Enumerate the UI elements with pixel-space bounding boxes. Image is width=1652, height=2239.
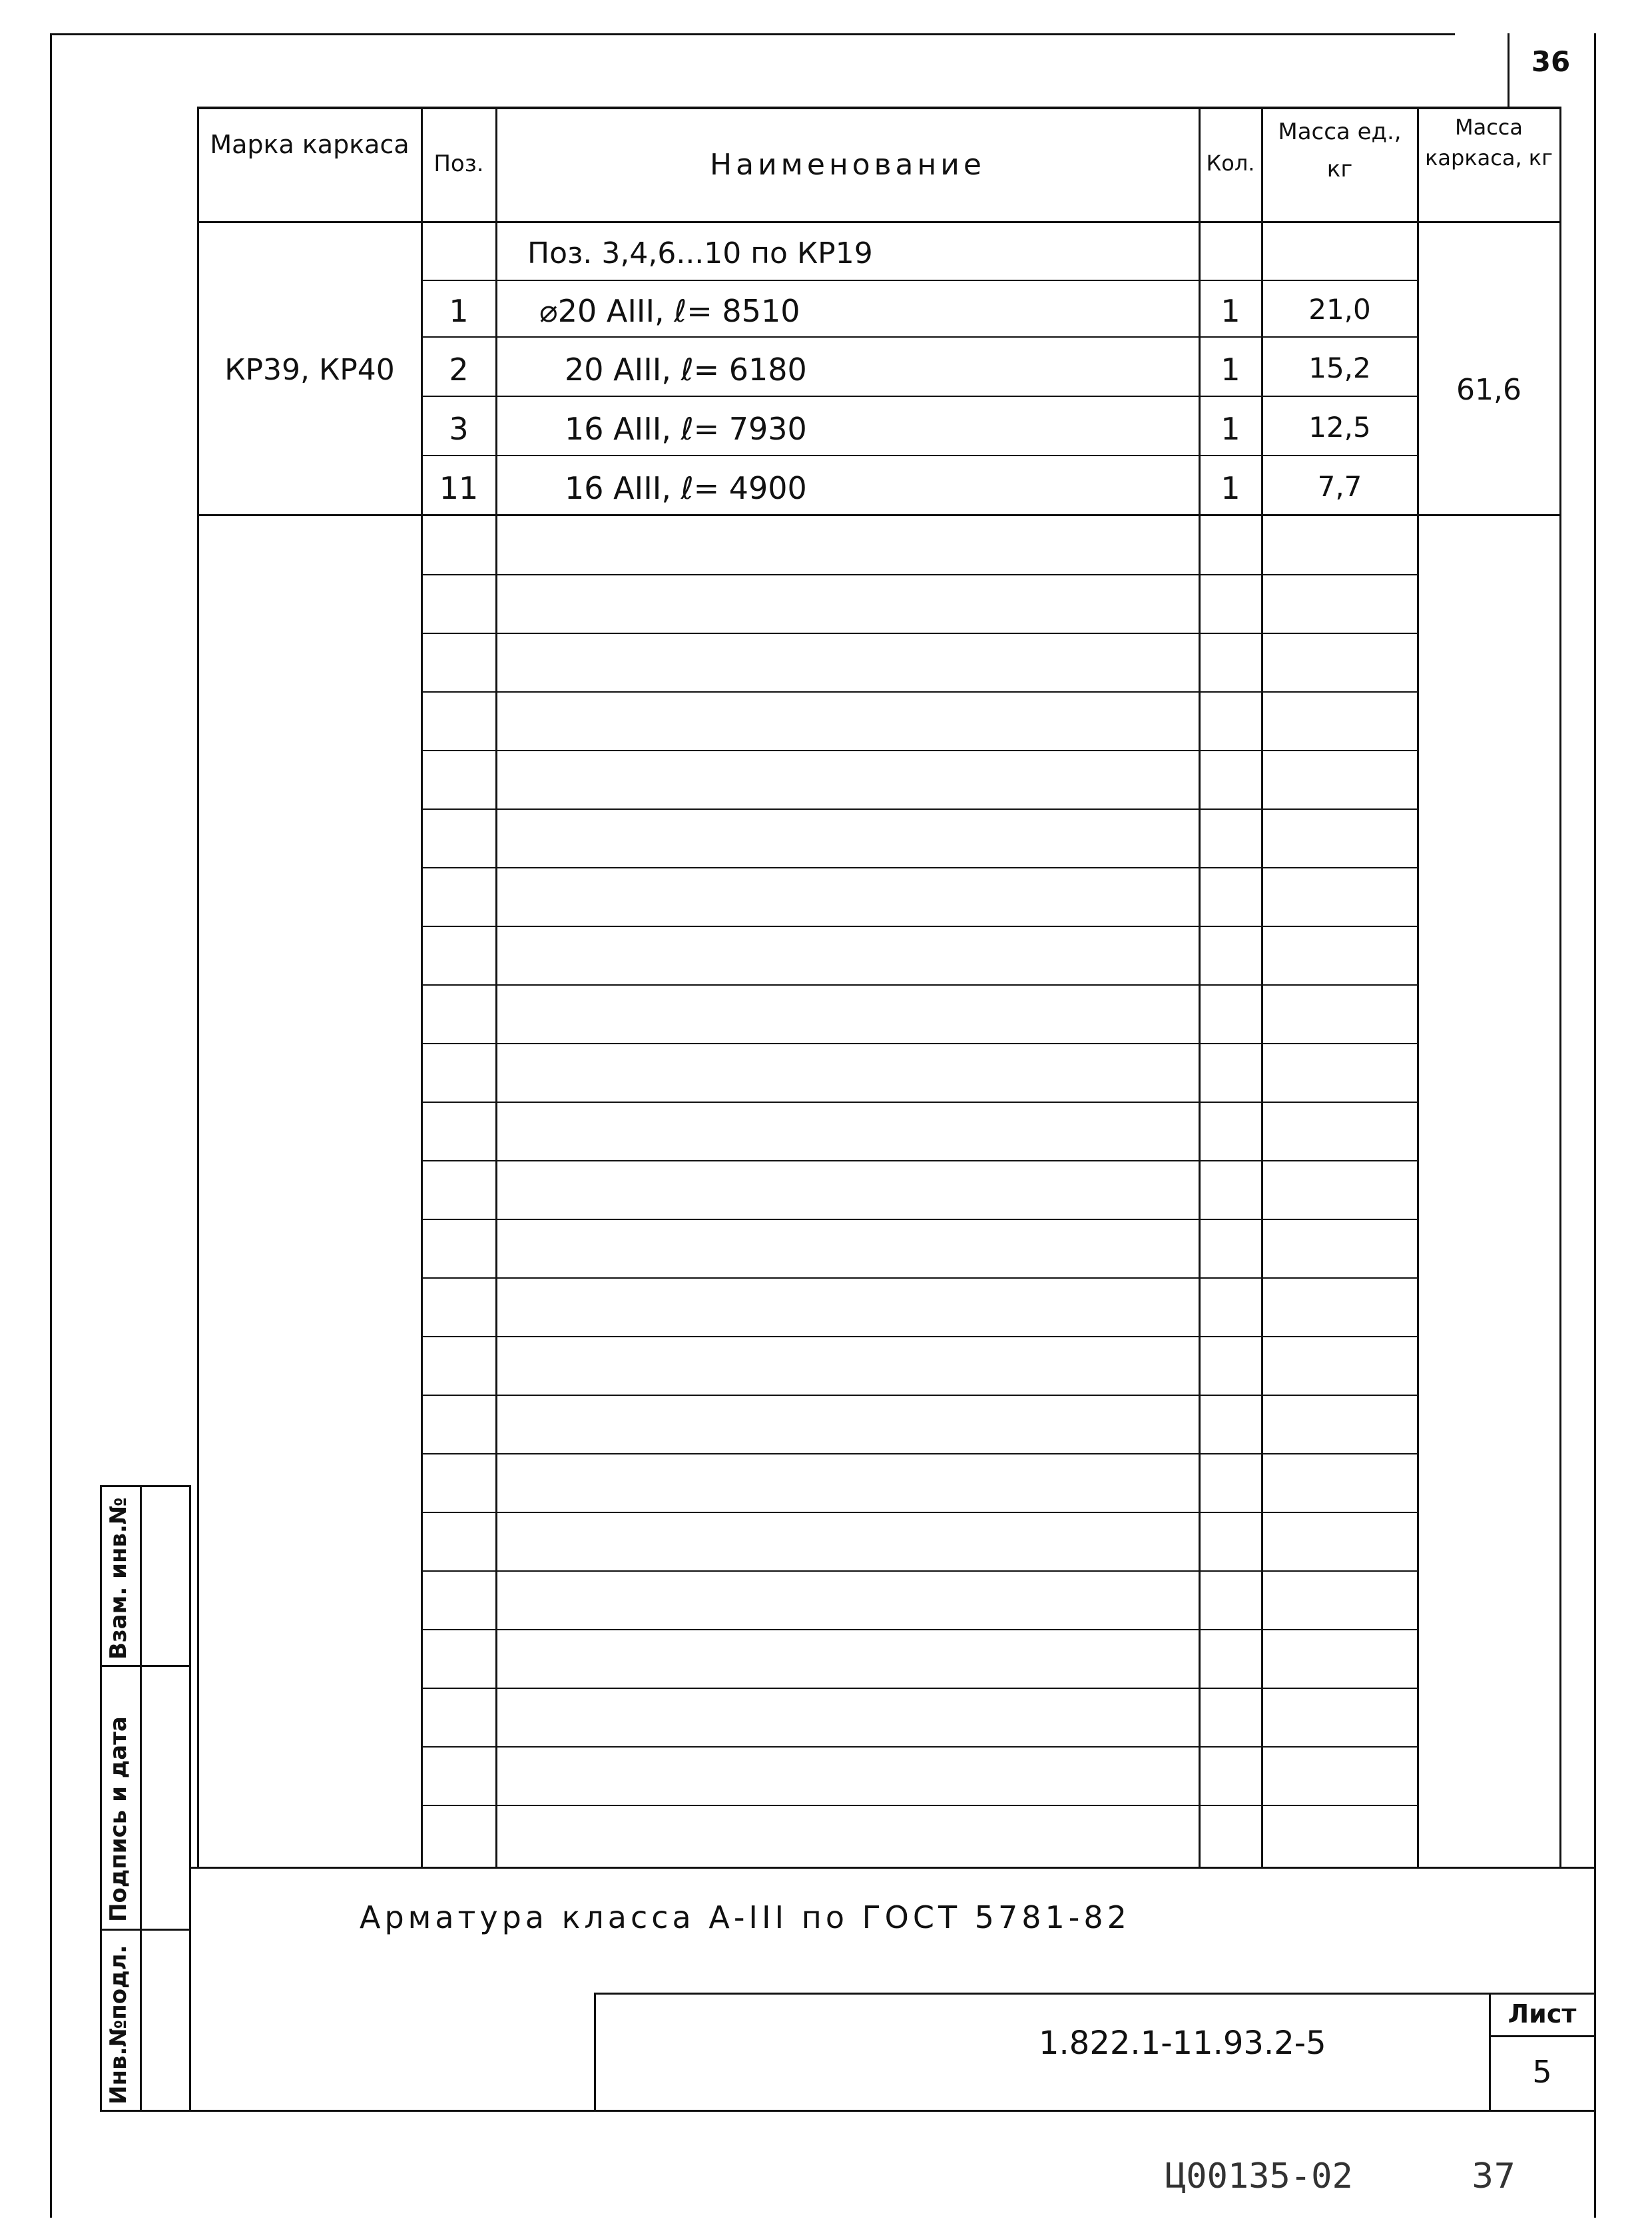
empty-row-line <box>421 1746 1418 1748</box>
title-block-left <box>594 1993 596 2111</box>
archive-code: Ц00135-02 <box>1165 2156 1353 2196</box>
stamp-sep-2 <box>100 1929 190 1931</box>
table-top-line <box>197 107 1559 109</box>
document-code: 1.822.1-11.93.2-5 <box>1039 2025 1326 2062</box>
frame-top-line <box>50 33 1455 35</box>
empty-row-line <box>421 633 1418 634</box>
row-3-qty: 1 <box>1221 411 1240 447</box>
stamp-top-line <box>100 1485 190 1487</box>
title-block-top <box>594 1993 1594 1995</box>
empty-row-line <box>421 1277 1418 1279</box>
header-mass-unit: Масса ед., кг <box>1278 119 1402 182</box>
frame-mark: КР39, КР40 <box>224 353 395 387</box>
row-3-name: 16 AIII, ℓ= 7930 <box>565 411 807 447</box>
frame-mass: 61,6 <box>1456 373 1521 407</box>
col-line-name <box>495 107 497 1868</box>
empty-row-line <box>421 574 1418 575</box>
empty-row-line <box>421 1160 1418 1161</box>
stamp-left-line <box>100 1485 102 2111</box>
row-1-pos: 1 <box>449 293 469 329</box>
empty-row-line <box>421 1805 1418 1806</box>
row-2-mass: 15,2 <box>1308 352 1371 384</box>
empty-row-line <box>421 1688 1418 1689</box>
row-2-qty: 1 <box>1221 352 1240 388</box>
sheet-box-divider <box>1489 2035 1594 2037</box>
row-1-qty: 1 <box>1221 293 1240 329</box>
header-name: Наименование <box>710 148 985 182</box>
empty-row-line <box>421 750 1418 751</box>
note-text: Арматура класса А-III по ГОСТ 5781-82 <box>360 1899 1131 1935</box>
empty-row-line <box>421 1453 1418 1454</box>
row-3-pos: 3 <box>449 411 469 447</box>
empty-row-line <box>421 1102 1418 1103</box>
empty-row-line <box>421 867 1418 868</box>
row-1-name: ⌀20 AIII, ℓ= 8510 <box>539 293 800 329</box>
page-number-box-left <box>1508 33 1510 108</box>
empty-row-line <box>421 984 1418 986</box>
header-mass-frame: Масса каркаса, кг <box>1425 115 1553 170</box>
header-pos: Поз. <box>433 151 484 177</box>
table-right-line <box>1559 107 1561 1868</box>
empty-row-line <box>421 1512 1418 1513</box>
row-line-1 <box>421 280 1418 281</box>
page-number: 36 <box>1531 45 1571 78</box>
drawing-bottom-border <box>100 2110 1594 2112</box>
row-line-3 <box>421 396 1418 397</box>
row-line-2 <box>421 336 1418 338</box>
empty-row-line <box>421 926 1418 927</box>
label-inv-original: Инв.№подл. <box>105 1945 132 2104</box>
bottom-page-number: 37 <box>1472 2156 1516 2196</box>
col-line-frame-mass <box>1417 107 1419 1868</box>
header-frame-mark: Марка каркаса <box>210 130 410 159</box>
empty-row-line <box>421 1395 1418 1396</box>
row-4-name: 16 AIII, ℓ= 4900 <box>565 470 807 506</box>
stamp-sep-1 <box>100 1665 190 1667</box>
drawing-left-border <box>189 1485 191 2111</box>
data-block-bottom <box>197 514 1559 516</box>
sheet-number: 5 <box>1532 2054 1552 2090</box>
empty-row-line <box>421 808 1418 810</box>
row-3-mass: 12,5 <box>1308 411 1371 444</box>
table-header-bottom <box>197 221 1559 223</box>
empty-row-line <box>421 1219 1418 1220</box>
row-4-pos: 11 <box>439 470 479 506</box>
row-4-mass: 7,7 <box>1317 470 1362 503</box>
empty-row-line <box>421 1043 1418 1044</box>
sheet-box-left <box>1489 1993 1491 2111</box>
sheet-label: Лист <box>1508 1999 1577 2029</box>
row-line-4 <box>421 455 1418 456</box>
frame-left-line <box>50 33 52 2218</box>
header-qty: Кол. <box>1206 151 1255 176</box>
empty-row-line <box>421 691 1418 693</box>
label-replace-inv: Взам. инв.№ <box>105 1497 132 1660</box>
table-bottom-line <box>189 1867 1594 1869</box>
stamp-divider-line <box>140 1485 142 2111</box>
empty-row-line <box>421 1570 1418 1572</box>
row-4-qty: 1 <box>1221 470 1240 506</box>
row-1-mass: 21,0 <box>1308 293 1371 326</box>
empty-row-line <box>421 1336 1418 1337</box>
empty-row-line <box>421 1629 1418 1630</box>
frame-right-line <box>1594 33 1596 2218</box>
row-2-pos: 2 <box>449 352 469 388</box>
row-2-name: 20 AIII, ℓ= 6180 <box>565 352 807 388</box>
row-0-name: Поз. 3,4,6...10 по КР19 <box>527 236 873 270</box>
table-left-line <box>197 107 199 1868</box>
label-signature-date: Подпись и дата <box>105 1716 132 1922</box>
